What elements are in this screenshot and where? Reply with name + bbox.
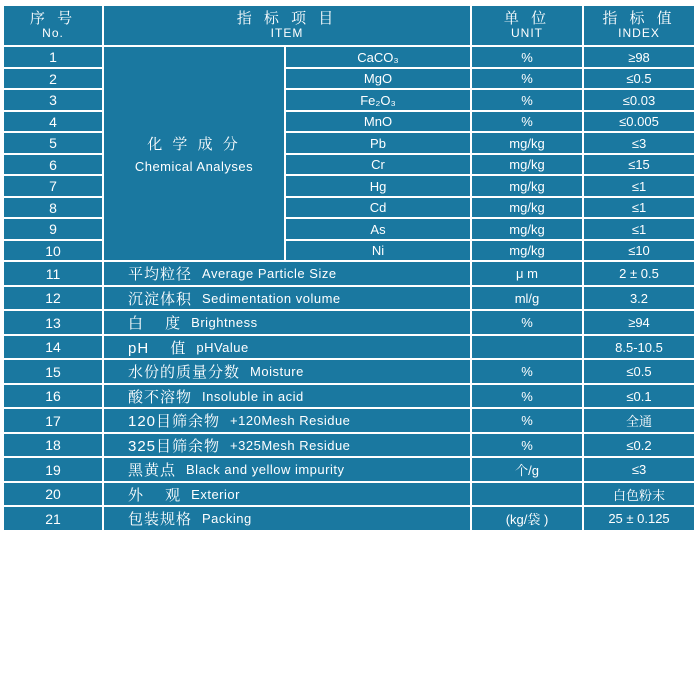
item-label-cn: 325目筛余物: [128, 437, 221, 455]
row-number: [4, 69, 102, 88]
index-cell: [584, 198, 694, 217]
index-cell: [584, 336, 694, 358]
row-number: [4, 219, 102, 239]
chemical-element: [286, 241, 470, 260]
chemical-element: [286, 198, 470, 217]
unit-cell: [472, 360, 582, 383]
item-label-en: Packing: [202, 511, 252, 526]
chemical-element-text: As: [370, 221, 386, 237]
chemical-element: [286, 69, 470, 88]
item-label: [104, 336, 470, 358]
header-item-cn: 指 标 项 目: [236, 9, 338, 27]
index-text: ≤0.2: [626, 437, 652, 453]
row-number-text: 10: [45, 242, 61, 259]
unit-cell: [472, 262, 582, 285]
item-label: [104, 507, 470, 530]
row-number: [4, 483, 102, 505]
row-number-text: 11: [45, 265, 61, 282]
chemical-element: [286, 176, 470, 196]
index-cell: [584, 409, 694, 432]
row-number: [4, 241, 102, 260]
unit-cell: [472, 112, 582, 131]
index-text: 全通: [625, 414, 652, 429]
row-number-text: 17: [45, 412, 61, 429]
unit-cell: [472, 90, 582, 110]
unit-text: mg/kg: [509, 178, 545, 194]
header-item-en: ITEM: [270, 25, 304, 40]
row-number-text: 13: [45, 314, 61, 331]
index-cell: [584, 385, 694, 407]
header-no: [4, 6, 102, 45]
index-text: ≤1: [631, 221, 647, 237]
item-label: [104, 483, 470, 505]
unit-cell: [472, 198, 582, 217]
unit-cell: [472, 69, 582, 88]
unit-text: mg/kg: [509, 157, 545, 172]
index-cell: [584, 483, 694, 505]
header-no-en: No.: [42, 25, 64, 40]
row-number-text: 20: [45, 486, 61, 502]
index-cell: [584, 47, 694, 67]
index-text: ≤0.1: [626, 388, 652, 404]
chemical-element: [286, 90, 470, 110]
chemical-element-text: Fe₂O₃: [360, 92, 396, 108]
index-text: ≤15: [628, 157, 650, 172]
unit-text: %: [521, 114, 533, 129]
unit-text: mg/kg: [509, 135, 545, 151]
row-number-text: 7: [49, 178, 57, 194]
chemical-analyses-en: Chemical Analyses: [134, 159, 254, 174]
unit-text: ml/g: [514, 290, 540, 306]
chemical-element-text: CaCO₃: [357, 49, 399, 65]
index-cell: [584, 262, 694, 285]
chemical-element-text: Hg: [369, 178, 387, 194]
item-label-en: Moisture: [250, 364, 304, 379]
chemical-element: [286, 47, 470, 67]
row-number: [4, 311, 102, 334]
item-label-en: +325Mesh Residue: [230, 437, 351, 453]
unit-cell: [472, 507, 582, 530]
index-text: ≤1: [631, 178, 647, 194]
row-number-text: 1: [49, 49, 57, 65]
item-label-cn: 外 观: [128, 486, 182, 504]
index-cell: [584, 360, 694, 383]
index-cell: [584, 434, 694, 456]
item-label-en: Exterior: [191, 486, 240, 502]
unit-cell: [472, 409, 582, 432]
index-cell: [584, 458, 694, 481]
index-text: 白色粉末: [612, 487, 665, 503]
unit-text: %: [521, 413, 533, 428]
index-text: ≤0.5: [626, 364, 652, 379]
index-cell: [584, 287, 694, 309]
index-cell: [584, 155, 694, 174]
index-text: ≤1: [631, 200, 647, 215]
unit-cell: [472, 336, 582, 358]
index-text: 3.2: [629, 290, 649, 306]
unit-cell: [472, 385, 582, 407]
unit-text: %: [521, 388, 533, 404]
row-number-text: 2: [49, 70, 57, 87]
header-unit: [472, 6, 582, 45]
index-cell: [584, 219, 694, 239]
index-cell: [584, 90, 694, 110]
unit-cell: [472, 176, 582, 196]
row-number: [4, 434, 102, 456]
row-number: [4, 262, 102, 285]
unit-cell: [472, 155, 582, 174]
row-number: [4, 458, 102, 481]
chemical-element-text: MgO: [363, 71, 393, 86]
row-number-text: 8: [49, 199, 57, 216]
index-cell: [584, 311, 694, 334]
chemical-element-text: MnO: [363, 114, 393, 129]
row-number: [4, 287, 102, 309]
row-number-text: 9: [49, 221, 57, 237]
row-number: [4, 90, 102, 110]
row-number-text: 21: [45, 510, 61, 527]
unit-cell: [472, 483, 582, 505]
chemical-element: [286, 133, 470, 153]
item-label-en: Black and yellow impurity: [186, 462, 345, 477]
index-cell: [584, 133, 694, 153]
row-number-text: 15: [45, 363, 61, 380]
item-label: [104, 262, 470, 285]
unit-cell: [472, 241, 582, 260]
row-number: [4, 360, 102, 383]
chemical-element-text: Ni: [371, 243, 385, 258]
item-label-en: +120Mesh Residue: [230, 413, 351, 428]
row-number-text: 14: [45, 339, 61, 355]
item-label-cn: 沉淀体积: [128, 290, 193, 308]
header-unit-cn: 单 位: [503, 9, 551, 27]
chemical-element-text: Cr: [371, 157, 385, 172]
index-cell: [584, 176, 694, 196]
item-label: [104, 434, 470, 456]
chemical-element-text: Pb: [370, 135, 386, 151]
item-label-cn: 水份的质量分数: [128, 364, 241, 381]
unit-text: %: [521, 71, 533, 86]
item-label: [104, 311, 470, 334]
unit-cell: [472, 434, 582, 456]
row-number: [4, 198, 102, 217]
header-unit-en: UNIT: [511, 25, 543, 40]
index-cell: [584, 69, 694, 88]
row-number: [4, 409, 102, 432]
unit-text: %: [521, 437, 533, 453]
item-label-en: Brightness: [191, 315, 258, 330]
index-cell: [584, 241, 694, 260]
chemical-analyses-group: [104, 47, 284, 260]
index-text: ≤0.5: [626, 71, 652, 86]
unit-cell: [472, 311, 582, 334]
unit-text: %: [521, 315, 533, 330]
index-text: ≤0.03: [622, 92, 656, 108]
row-number: [4, 385, 102, 407]
item-label-cn: 120目筛余物: [128, 413, 221, 430]
unit-text: mg/kg: [509, 243, 545, 258]
row-number-text: 19: [45, 461, 61, 478]
item-label-en: pHValue: [196, 339, 249, 355]
item-label-cn: 平均粒径: [128, 266, 193, 283]
row-number: [4, 112, 102, 131]
chemical-element-text: Cd: [369, 200, 387, 215]
row-number: [4, 507, 102, 530]
chemical-analyses-cn: 化 学 成 分: [147, 136, 241, 153]
index-cell: [584, 112, 694, 131]
item-label: [104, 360, 470, 383]
item-label: [104, 409, 470, 432]
header-index-cn: 指 标 值: [602, 9, 676, 27]
unit-text: %: [521, 49, 533, 65]
item-label-cn: 酸不溶物: [128, 388, 193, 406]
unit-text: %: [521, 92, 533, 108]
index-text: ≥98: [628, 49, 650, 65]
item-label: [104, 385, 470, 407]
index-text: ≤3: [631, 135, 647, 151]
chemical-element: [286, 155, 470, 174]
chemical-element: [286, 219, 470, 239]
index-text: ≤0.005: [619, 114, 659, 129]
row-number: [4, 155, 102, 174]
unit-text: (kg/袋 ): [505, 512, 549, 527]
chemical-element: [286, 112, 470, 131]
unit-cell: [472, 458, 582, 481]
row-number-text: 16: [45, 388, 61, 404]
item-label: [104, 287, 470, 309]
unit-cell: [472, 47, 582, 67]
row-number-text: 12: [45, 290, 61, 306]
row-number-text: 18: [45, 437, 61, 453]
index-text: ≤3: [631, 462, 647, 477]
row-number-text: 6: [49, 156, 57, 173]
item-label-en: Average Particle Size: [202, 266, 337, 281]
item-label-en: Sedimentation volume: [202, 290, 341, 306]
row-number: [4, 336, 102, 358]
item-label-cn: 黑黄点: [128, 462, 177, 479]
index-text: 25 ± 0.125: [608, 511, 670, 526]
row-number: [4, 47, 102, 67]
item-label-cn: pH 值: [128, 339, 187, 357]
index-text: 2 ± 0.5: [619, 266, 659, 281]
row-number-text: 4: [49, 113, 57, 130]
unit-text: μ m: [516, 266, 538, 281]
unit-text: %: [521, 364, 533, 379]
unit-text: mg/kg: [509, 200, 545, 215]
header-no-cn: 序 号: [29, 9, 77, 27]
header-item: [104, 6, 470, 45]
row-number-text: 3: [49, 92, 57, 108]
unit-text: 个/g: [515, 463, 539, 478]
row-number-text: 5: [49, 135, 57, 151]
unit-text: mg/kg: [509, 221, 545, 237]
index-text: 8.5-10.5: [615, 339, 663, 355]
item-label: [104, 458, 470, 481]
item-label-cn: 包装规格: [128, 511, 193, 528]
item-label-cn: 白 度: [128, 315, 182, 332]
unit-cell: [472, 133, 582, 153]
item-label-en: Insoluble in acid: [202, 388, 304, 404]
header-index-en: INDEX: [618, 25, 660, 40]
unit-cell: [472, 287, 582, 309]
index-cell: [584, 507, 694, 530]
unit-cell: [472, 219, 582, 239]
index-text: ≥94: [628, 315, 650, 330]
index-text: ≤10: [628, 243, 650, 258]
header-index: [584, 6, 694, 45]
row-number: [4, 133, 102, 153]
row-number: [4, 176, 102, 196]
